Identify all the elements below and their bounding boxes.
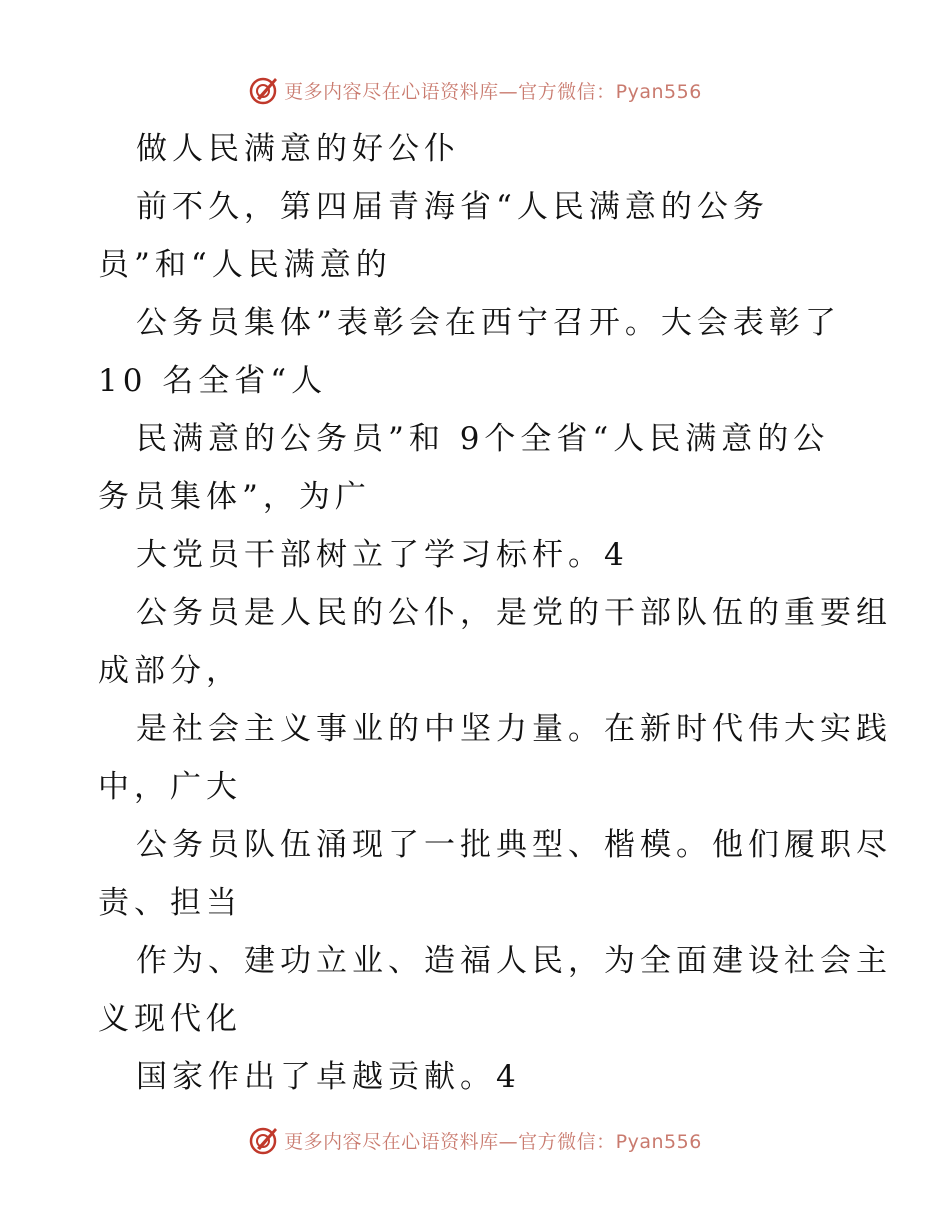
text-line: 做人民满意的好公仆 <box>136 131 460 167</box>
text-line: 义现代化 <box>98 1001 242 1037</box>
text-line: 民满意的公务员”和 9个全省“人民满意的公 <box>136 421 830 457</box>
watermark-text: 更多内容尽在心语资料库—官方微信：Pyan556 <box>284 1130 702 1153</box>
footer-watermark <box>0 1120 950 1160</box>
text-line: 前不久，第四届青海省“人民满意的公务 <box>136 189 769 225</box>
watermark-text: 更多内容尽在心语资料库—官方微信：Pyan556 <box>284 80 702 103</box>
pen-logo-icon <box>248 1124 280 1156</box>
text-line: 务员集体”，为广 <box>98 479 371 515</box>
text-line: 作为、建功立业、造福人民，为全面建设社会主 <box>136 943 892 979</box>
text-line: 责、担当 <box>98 885 242 921</box>
text-line: 公务员是人民的公仆，是党的干部队伍的重要组 <box>136 595 892 631</box>
text-line: 是社会主义事业的中坚力量。在新时代伟大实践 <box>136 711 892 747</box>
text-line: 公务员队伍涌现了一批典型、楷模。他们履职尽 <box>136 827 892 863</box>
pen-logo-icon <box>248 74 280 106</box>
header-watermark <box>0 70 950 110</box>
text-line: 成部分， <box>98 653 242 689</box>
text-line: 国家作出了卓越贡献。4 <box>136 1059 521 1095</box>
text-line: 10 名全省“人 <box>98 363 328 399</box>
text-line: 中，广大 <box>98 769 242 805</box>
text-line: 员”和“人民满意的 <box>98 247 392 283</box>
text-line: 大党员干部树立了学习标杆。4 <box>136 537 629 573</box>
document-body <box>98 120 898 1106</box>
text-line: 公务员集体”表彰会在西宁召开。大会表彰了 <box>136 305 841 341</box>
